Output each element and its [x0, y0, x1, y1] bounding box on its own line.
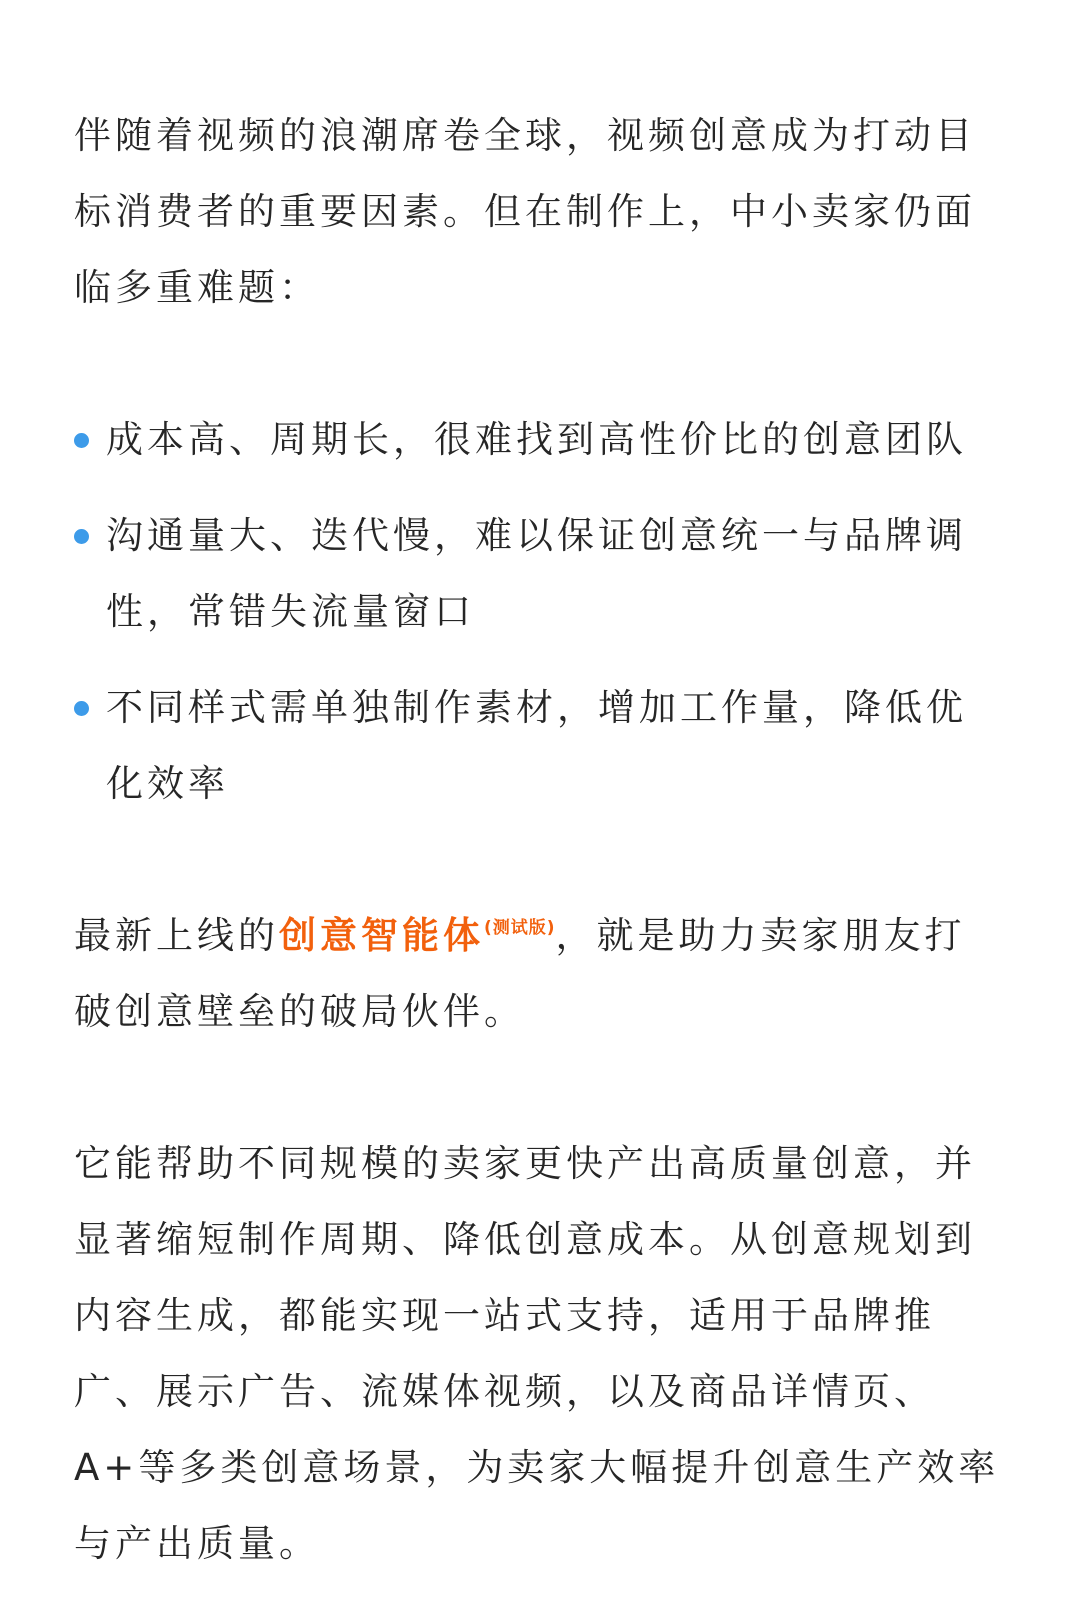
- list-item-text: 沟通量大、迭代慢，难以保证创意统一与品牌调性，常错失流量窗口: [106, 514, 967, 633]
- bullet-dot-icon: [74, 529, 89, 544]
- product-paragraph: [74, 898, 1006, 1050]
- article-body: [74, 98, 1006, 1582]
- intro-paragraph: 伴随着视频的浪潮席卷全球，视频创意成为打动目标消费者的重要因素。但在制作上，中小卖家仍面临多重难题：: [74, 114, 976, 309]
- bullet-dot-icon: [74, 433, 89, 448]
- product-suffix: ，就是助力卖家朋友打破创意壁垒的破局伙伴。: [74, 914, 966, 1033]
- list-item-text: 成本高、周期长，很难找到高性价比的创意团队: [106, 418, 967, 461]
- beta-note: (测试版): [484, 918, 556, 938]
- product-prefix: 最新上线的: [74, 914, 279, 957]
- list-item: [74, 670, 1006, 822]
- detail-paragraph: 它能帮助不同规模的卖家更快产出高质量创意，并显著缩短制作周期、降低创意成本。从创意规划到内容生成，都能实现一站式支持，适用于品牌推广、展示广告、流媒体视频，以及商品详情页、A+等多类创意场景，为卖家大幅提升创意生产效率与产出质量。: [74, 1142, 1000, 1565]
- product-name: 创意智能体: [279, 914, 484, 957]
- pain-point-list: [74, 402, 1006, 822]
- list-item: [74, 402, 1006, 478]
- bullet-dot-icon: [74, 701, 89, 716]
- list-item-text: 不同样式需单独制作素材，增加工作量，降低优化效率: [106, 686, 967, 805]
- list-item: [74, 498, 1006, 650]
